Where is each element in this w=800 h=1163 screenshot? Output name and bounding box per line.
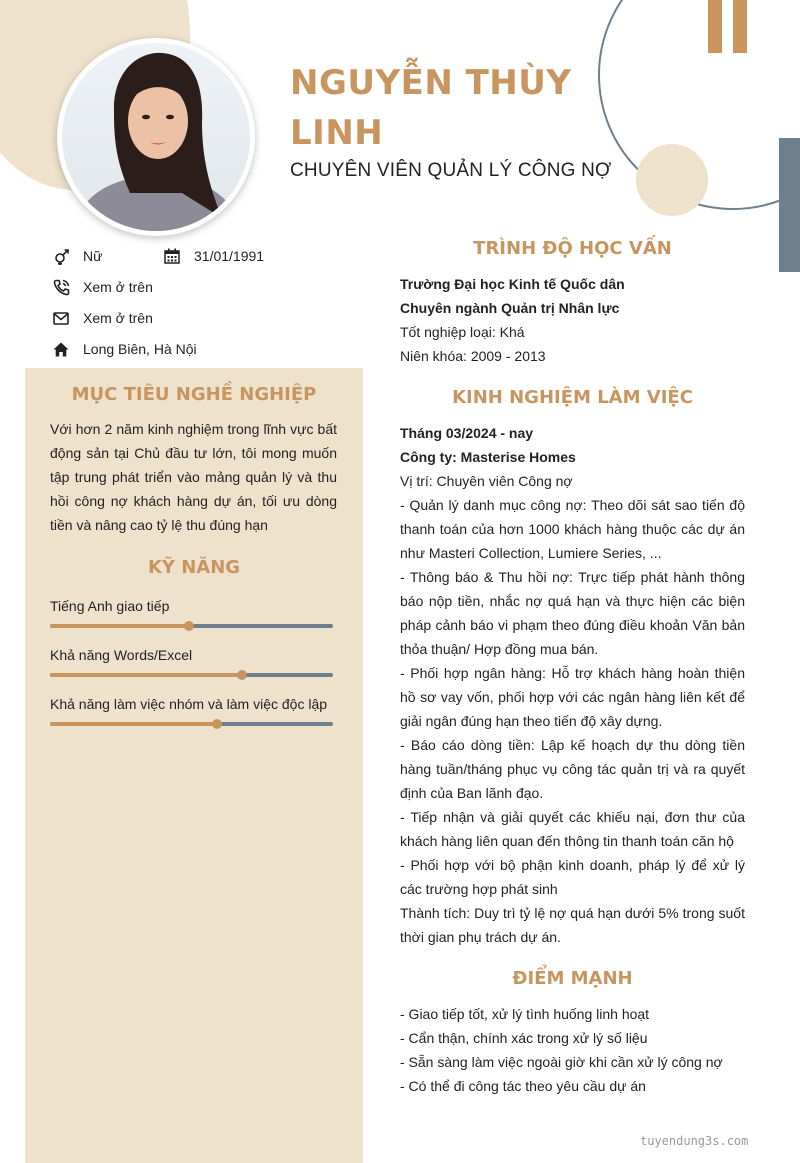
birthdate-text: 31/01/1991 <box>194 248 265 264</box>
skill-bar <box>50 722 333 726</box>
education-grade: Tốt nghiệp loại: Khá <box>400 324 525 340</box>
birthdate-row <box>163 244 264 268</box>
phone-icon <box>52 278 70 296</box>
phone-row <box>52 275 153 299</box>
strength-item: - Cẩn thận, chính xác trong xử lý số liệu <box>400 1030 648 1046</box>
skill-bar-knob <box>184 621 194 631</box>
address-row <box>52 337 197 361</box>
strengths-section <box>400 1002 745 1098</box>
decor-bar-tan <box>733 0 747 53</box>
experience-duty: - Báo cáo dòng tiền: Lập kế hoạch dự thu dòng tiền hàng tuần/tháng phục vụ công tác quản trị và ra quyết định của Ban lãnh đạo. <box>400 737 745 801</box>
skill-bar-fill <box>50 673 242 677</box>
candidate-name <box>290 58 610 158</box>
skill-label: Tiếng Anh giao tiếp <box>50 598 170 614</box>
experience-duty: - Tiếp nhận và giải quyết các khiếu nại, đơn thư của khách hàng liên quan đến thông tin thanh toán căn hộ <box>400 809 745 849</box>
experience-heading: KINH NGHIỆM LÀM VIỆC <box>452 387 693 408</box>
experience-achievement: Thành tích: Duy trì tỷ lệ nợ quá hạn dưới 5% trong suốt thời gian phụ trách dự án. <box>400 905 745 945</box>
education-school: Trường Đại học Kinh tế Quốc dân <box>400 276 625 292</box>
experience-period: Tháng 03/2024 - nay <box>400 425 534 441</box>
decor-bar-slate <box>779 138 800 272</box>
email-icon <box>52 309 70 327</box>
strength-item: - Giao tiếp tốt, xử lý tình huống linh hoạt <box>400 1006 650 1022</box>
gender-icon <box>52 247 70 265</box>
skill-bar-knob <box>212 719 222 729</box>
decor-bar-tan <box>708 0 722 53</box>
gender-row <box>52 244 102 268</box>
strengths-heading: ĐIỂM MẠNH <box>512 968 633 989</box>
home-icon <box>52 340 70 358</box>
skill-bar-fill <box>50 624 189 628</box>
email-row <box>52 306 153 330</box>
education-years: Niên khóa: 2009 - 2013 <box>400 348 546 364</box>
avatar <box>62 43 250 231</box>
profile-photo <box>57 38 255 236</box>
gender-text: Nữ <box>83 248 103 264</box>
experience-position: Vị trí: Chuyên viên Công nợ <box>400 473 573 489</box>
left-panel <box>25 368 363 1163</box>
skill-label: Khả năng làm việc nhóm và làm việc độc lập <box>50 696 328 712</box>
experience-company: Công ty: Masterise Homes <box>400 449 576 465</box>
skill-bar <box>50 673 333 677</box>
experience-duty: - Thông báo & Thu hồi nợ: Trực tiếp phát hành thông báo nộp tiền, nhắc nợ quá hạn và thực hiện các biện pháp cảnh báo vi phạm theo đúng điều khoản Văn bản thỏa thuận/ Hợp đồng mua bán. <box>400 569 745 657</box>
objective-text: Với hơn 2 năm kinh nghiệm trong lĩnh vực bất động sản tại Chủ đầu tư lớn, tôi mong muốn tập trung phát triển vào mảng quản lý và thu hồi công nợ khách hàng dự án, tối ưu dòng tiền và nâng cao tỷ lệ thu đúng hạn <box>50 421 337 533</box>
phone-text: Xem ở trên <box>83 279 153 295</box>
education-major: Chuyên ngành Quản trị Nhân lực <box>400 300 620 316</box>
experience-section <box>400 421 745 949</box>
skill-label: Khả năng Words/Excel <box>50 647 193 663</box>
decor-dot <box>636 144 708 216</box>
experience-duty: - Phối hợp với bộ phận kinh doanh, pháp lý để xử lý các trường hợp phát sinh <box>400 857 745 897</box>
name-line-1: NGUYỄN THÙY <box>290 63 572 103</box>
education-heading: TRÌNH ĐỘ HỌC VẤN <box>473 238 672 259</box>
strength-item: - Sẵn sàng làm việc ngoài giờ khi cần xử lý công nợ <box>400 1054 723 1070</box>
experience-duty: - Phối hợp ngân hàng: Hỗ trợ khách hàng hoàn thiện hồ sơ vay vốn, phối hợp với các ngân hàng liên kết để giải ngân đúng hạn theo tiến độ xây dựng. <box>400 665 745 729</box>
job-title: CHUYÊN VIÊN QUẢN LÝ CÔNG NỢ <box>290 160 612 181</box>
skill-bar-knob <box>237 670 247 680</box>
email-text: Xem ở trên <box>83 310 153 326</box>
objective-heading: MỤC TIÊU NGHỀ NGHIỆP <box>71 384 317 405</box>
watermark: tuyendung3s.com <box>640 1134 749 1148</box>
experience-duty: - Quản lý danh mục công nợ: Theo dõi sát sao tiến độ thanh toán của hơn 1000 khách hàng thuộc các dự án như Masteri Collection, Lumiere Series, ... <box>400 497 745 561</box>
skill-bar <box>50 624 333 628</box>
name-line-2: LINH <box>290 113 384 153</box>
strength-item: - Có thể đi công tác theo yêu cầu dự án <box>400 1078 646 1094</box>
education-section <box>400 272 745 368</box>
skill-item <box>50 647 333 677</box>
skill-bar-fill <box>50 722 217 726</box>
skill-item <box>50 696 333 726</box>
skills-heading: KỸ NĂNG <box>147 557 241 578</box>
calendar-icon <box>163 247 181 265</box>
address-text: Long Biên, Hà Nội <box>83 341 197 357</box>
skill-item <box>50 598 333 628</box>
